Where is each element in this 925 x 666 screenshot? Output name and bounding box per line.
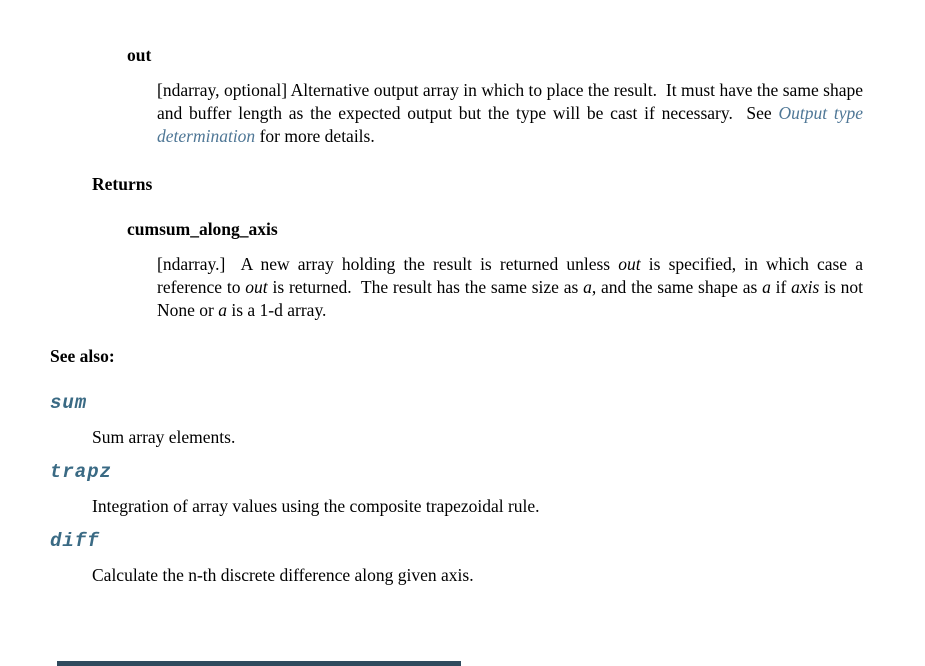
text-segment: axis [791, 277, 820, 297]
return-value-name: cumsum_along_axis [127, 219, 278, 239]
param-out-description [157, 79, 863, 148]
see-also-heading: See also: [50, 346, 115, 366]
text-segment: for more details. [255, 126, 375, 146]
text-segment: [ndarray, optional] Alternative output array in which to place the result. It must have the same shape and buffer length as the expected output but the type will be cast if necessary. See [157, 80, 863, 123]
returns-heading: Returns [92, 174, 153, 194]
text-segment: is specified, in which case a reference to [157, 254, 863, 297]
see-also-description-sum: Sum array elements. [92, 427, 236, 447]
text-segment: is not None or [157, 277, 863, 320]
text-segment: out [618, 254, 641, 274]
documentation-page [0, 44, 925, 666]
text-segment: [ndarray.] A new array holding the result is returned unless [157, 254, 619, 274]
text-segment: is a 1-d array. [226, 300, 327, 320]
return-value-description [157, 253, 863, 322]
text-segment: if [770, 277, 792, 297]
inline-link[interactable]: Output type determination [157, 103, 863, 146]
text-segment: , and the same shape as [591, 277, 763, 297]
see-also-link-sum[interactable]: sum [50, 392, 88, 414]
text-segment: a [762, 277, 771, 297]
text-segment: a [218, 300, 227, 320]
see-also-description-diff: Calculate the n-th discrete difference along given axis. [92, 565, 474, 585]
text-segment: out [245, 277, 268, 297]
see-also-description-trapz: Integration of array values using the composite trapezoidal rule. [92, 496, 540, 516]
text-segment: a [583, 277, 592, 297]
param-name-out: out [127, 45, 152, 65]
see-also-link-diff[interactable]: diff [50, 530, 100, 552]
next-section-edge-bar [57, 661, 461, 666]
see-also-link-trapz[interactable]: trapz [50, 461, 113, 483]
text-segment: is returned. The result has the same size as [267, 277, 584, 297]
